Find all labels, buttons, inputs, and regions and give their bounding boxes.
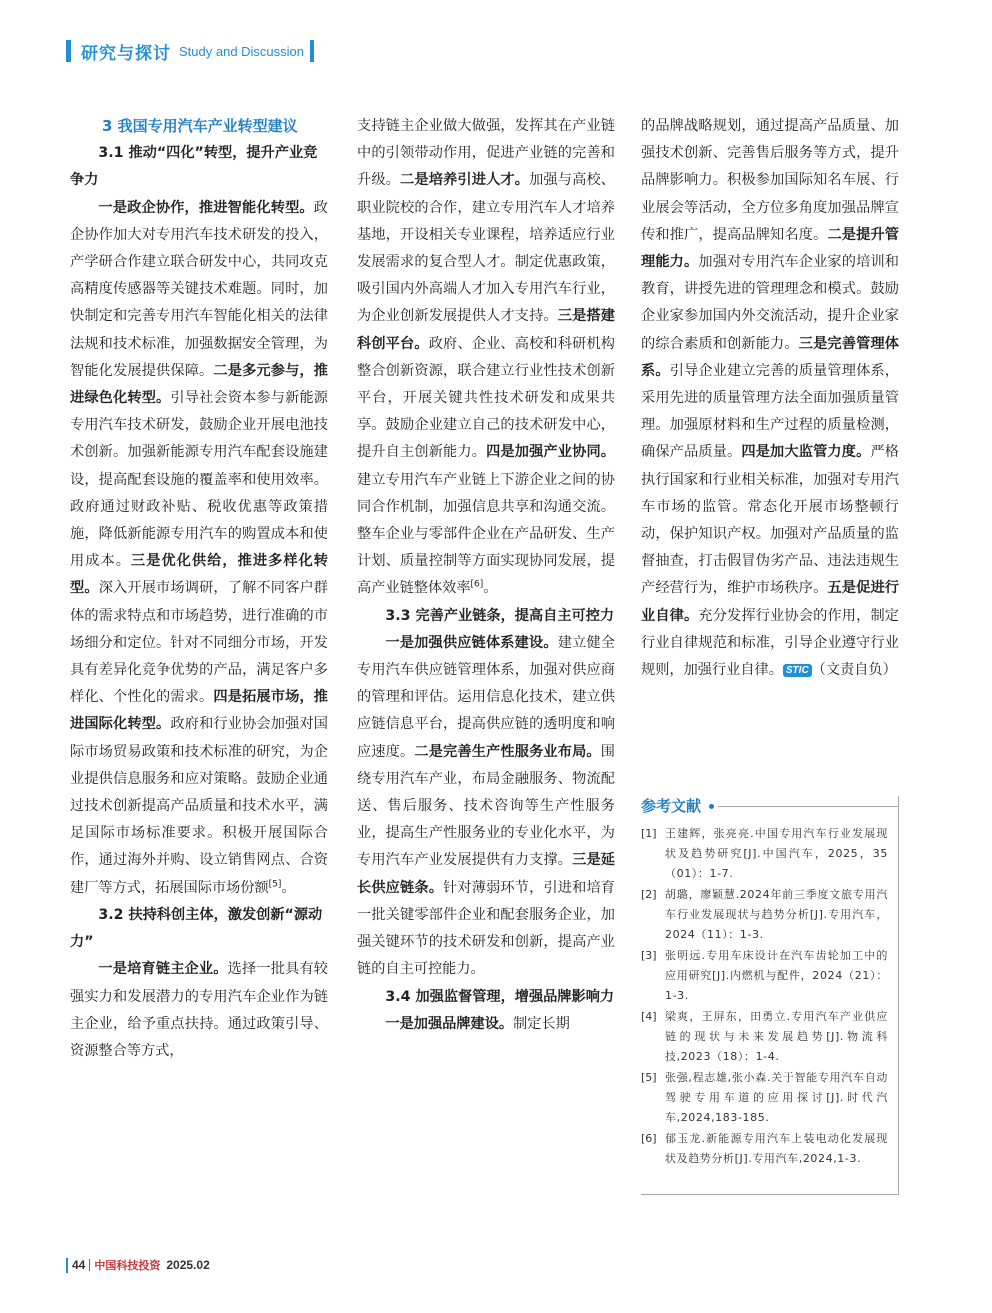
- point-label: 一是政企协作，推进智能化转型。: [98, 199, 314, 216]
- heading-rule: [718, 806, 898, 807]
- point-text: 深入开展市场调研，了解不同客户群体的需求特点和市场趋势，进行准确的市场细分和定位。针对不同细分市场，开发具有差异化竞争优势的产品，满足客户多样化、个性化的需求。: [70, 580, 328, 706]
- reference-number: [2]: [641, 888, 657, 901]
- magazine-logo: 中国科技投资: [94, 1259, 161, 1272]
- point-label: 四是拓展市场，推进国际化转型。: [70, 689, 328, 733]
- point-text: 选择一批具有较强实力和发展潜力的专用汽车企业作为链主企业，给予重点扶持。通过政策引导、资源整合等方式，: [70, 961, 328, 1059]
- reference-text: 张明远.专用车床设计在汽车齿轮加工中的应用研究[J].内燃机与配件，2024（21）：1-3.: [665, 949, 888, 1002]
- point-label: 二是提升管理能力。: [641, 226, 899, 271]
- references-box: [641, 796, 899, 1195]
- punctuation: 。: [281, 879, 296, 896]
- reference-item: [641, 1068, 888, 1128]
- section-heading: 3 我国专用汽车产业转型建议: [102, 117, 298, 135]
- point-text: 加强对专用汽车企业家的培训和教育，讲授先进的管理理念和模式。鼓励企业家参加国内外交流活动，提升企业家的综合素质和创新能力。: [641, 254, 899, 352]
- reference-item: [641, 824, 888, 884]
- reference-item: [641, 1129, 888, 1169]
- section-title-en: Study and Discussion: [179, 43, 305, 59]
- point-label: 四是加强产业协同。: [486, 444, 615, 461]
- reference-item: [641, 885, 888, 945]
- paragraph-3-1: [70, 195, 328, 902]
- paragraph-3-4-start: [357, 1011, 615, 1038]
- reference-text: 王建辉，张亮亮.中国专用汽车行业发展现状及趋势研究[J].中国汽车，2025，35（01）：1-7.: [665, 827, 888, 880]
- point-label: 四是加大监管力度。: [741, 444, 871, 461]
- citation-marker: [6]: [470, 579, 484, 590]
- point-text: 针对薄弱环节，引进和培育一批关键零部件企业和配套服务企业，加强关键环节的技术研发和创新，提高产业链的自主可控能力。: [357, 879, 615, 978]
- reference-number: [5]: [641, 1071, 657, 1084]
- point-label: 二是多元参与，推进绿色化转型。: [70, 362, 328, 407]
- point-label: 三是搭建科创平台。: [357, 308, 615, 352]
- point-label: 二是培养引进人才。: [400, 172, 530, 189]
- point-label: 三是延长供应链条。: [357, 852, 615, 896]
- point-label: 一是加强品牌建设。: [385, 1015, 514, 1032]
- paragraph-3-2-start: [70, 956, 328, 1065]
- point-text: 制定长期: [513, 1015, 570, 1032]
- reference-text: 胡璐，廖颖慧.2024年前三季度文旅专用汽车行业发展现状与趋势分析[J].专用汽车，2024（11）：1-3.: [665, 888, 888, 941]
- point-text: 政府和行业协会加强对国际市场贸易政策和技术标准的研究，为企业提供信息服务和应对策略。鼓励企业通过技术创新提高产品质量和技术水平，满足国际市场标准要求。积极开展国际合作，通过海外并购、设立销售网点、合资建厂等方式，拓展国际市场份额: [70, 716, 328, 896]
- page-number: 44: [72, 1258, 86, 1272]
- paragraph-3-2-cont: [357, 113, 615, 603]
- paragraph-3-3: [357, 630, 615, 984]
- references-heading: [641, 796, 898, 816]
- reference-item: [641, 1007, 888, 1067]
- reference-number: [4]: [641, 1010, 657, 1023]
- point-text: 围绕专用汽车产业，布局金融服务、物流配送、售后服务、技术咨询等生产性服务业，提高生产性服务业的专业化水平，为专用汽车产业发展提供有力支撑。: [357, 743, 615, 869]
- article-column-1: [70, 113, 328, 1065]
- point-label: 二是完善生产性服务业布局。: [414, 743, 601, 760]
- subsection-heading-3-3: 3.3 完善产业链条，提高自主可控力: [385, 607, 615, 624]
- stic-logo-badge: STIC: [783, 664, 812, 677]
- bullet-dot-icon: [709, 804, 714, 809]
- reference-item: [641, 946, 888, 1006]
- reference-number: [3]: [641, 949, 657, 962]
- subsection-heading-3-4: 3.4 加强监督管理，增强品牌影响力: [385, 988, 615, 1005]
- header-end-bar: [310, 40, 314, 62]
- citation-marker: [5]: [268, 878, 282, 889]
- point-text: 政府、企业、高校和科研机构整合创新资源，联合建立行业性技术创新平台，开展关键共性技术研发和成果共享。鼓励企业建立自己的技术研发中心，提升自主创新能力。: [357, 335, 615, 461]
- footer-accent-bar: [66, 1258, 68, 1273]
- subsection-heading-3-2: 3.2 扶持科创主体，激发创新“源动力”: [70, 906, 323, 951]
- reference-text: 张强,程志雄,张小森.关于智能专用汽车自动驾驶专用车道的应用探讨[J].时代汽车,2024,183-185.: [665, 1071, 888, 1124]
- point-text: 加强与高校、职业院校的合作，建立专用汽车人才培养基地，开设相关专业课程，培养适应行业发展需求的复合型人才。制定优惠政策，吸引国内外高端人才加入专用汽车行业，为企业创新发展提供人才支持。: [357, 172, 615, 325]
- point-text: 充分发挥行业协会的作用，制定行业自律规范和标准，引导企业遵守行业规则，加强行业自律。: [641, 607, 899, 679]
- point-text: 的品牌战略规划，通过提高产品质量、加强技术创新、完善售后服务等方式，提升品牌影响力。积极参加国际知名车展、行业展会等活动，全方位多角度加强品牌宣传和推广，提高品牌知名度。: [641, 118, 899, 243]
- section-title-cn: 研究与探讨: [81, 43, 171, 64]
- point-text: 建立专用汽车产业链上下游企业之间的协同合作机制，加强信息共享和沟通交流。整车企业与零部件企业在产品研发、生产计划、质量控制等方面实现协同发展，提高产业链整体效率: [357, 471, 615, 597]
- reference-number: [1]: [641, 827, 657, 840]
- paragraph-3-4-cont: [641, 113, 899, 684]
- page-footer: [66, 1257, 210, 1273]
- footer-divider: [89, 1259, 90, 1271]
- subsection-heading-3-1: 3.1 推动“四化”转型，提升产业竞争力: [70, 145, 318, 189]
- reference-text: 梁爽，王屏东，田勇立.专用汽车产业供应链的现状与未来发展趋势[J].物流科技,2023（18）：1-4.: [665, 1010, 888, 1063]
- point-label: 三是完善管理体系。: [641, 335, 899, 379]
- reference-text: 郁玉龙.新能源专用汽车上装电动化发展现状及趋势分析[J].专用汽车,2024,1-3.: [665, 1132, 888, 1165]
- point-text: 严格执行国家和行业相关标准，加强对专用汽车市场的监管。常态化开展市场整顿行动，保护知识产权。加强对产品质量的监督抽查，打击假冒伪劣产品、违法违规生产经营行为，维护市场秩序。: [641, 444, 899, 597]
- article-column-2: [357, 113, 615, 1038]
- point-label: 一是培育链主企业。: [98, 961, 228, 978]
- page-header: [66, 38, 314, 64]
- reference-number: [6]: [641, 1132, 657, 1145]
- references-list: [641, 824, 898, 1169]
- issue-date: 2025.02: [166, 1258, 210, 1272]
- references-title: 参考文献: [641, 797, 702, 815]
- point-label: 五是促进行业自律。: [641, 580, 899, 624]
- editor-note: （文责自负）: [811, 662, 897, 679]
- punctuation: 。: [483, 580, 498, 597]
- point-text: 引导企业建立完善的质量管理体系，采用先进的质量管理方法全面加强质量管理。加强原材料和生产过程的质量检测，确保产品质量。: [641, 362, 899, 461]
- point-text: 建立健全专用汽车供应链管理体系，加强对供应商的管理和评估。运用信息化技术，建立供应链信息平台，提高供应链的透明度和响应速度。: [357, 634, 615, 760]
- point-label: 一是加强供应链体系建设。: [385, 634, 558, 651]
- point-text: 引导社会资本参与新能源专用汽车技术研发，鼓励企业开展电池技术创新。加强新能源专用汽车配套设施建设，提高配套设施的覆盖率和使用效率。政府通过财政补贴、税收优惠等政策措施，降低新能源专用汽车的购置成本和使用成本。: [70, 390, 328, 570]
- article-column-3: [641, 113, 899, 684]
- header-accent-bar: [66, 40, 71, 62]
- point-label: 三是优化供给，推进多样化转型。: [70, 553, 328, 597]
- point-text: 政企协作加大对专用汽车技术研发的投入，产学研合作建立联合研发中心，共同攻克高精度传感器等关键技术难题。同时，加快制定和完善专用汽车智能化相关的法律法规和技术标准，加强数据安全管理，为智能化发展提供保障。: [70, 199, 328, 379]
- point-text: 支持链主企业做大做强，发挥其在产业链中的引领带动作用，促进产业链的完善和升级。: [357, 118, 615, 189]
